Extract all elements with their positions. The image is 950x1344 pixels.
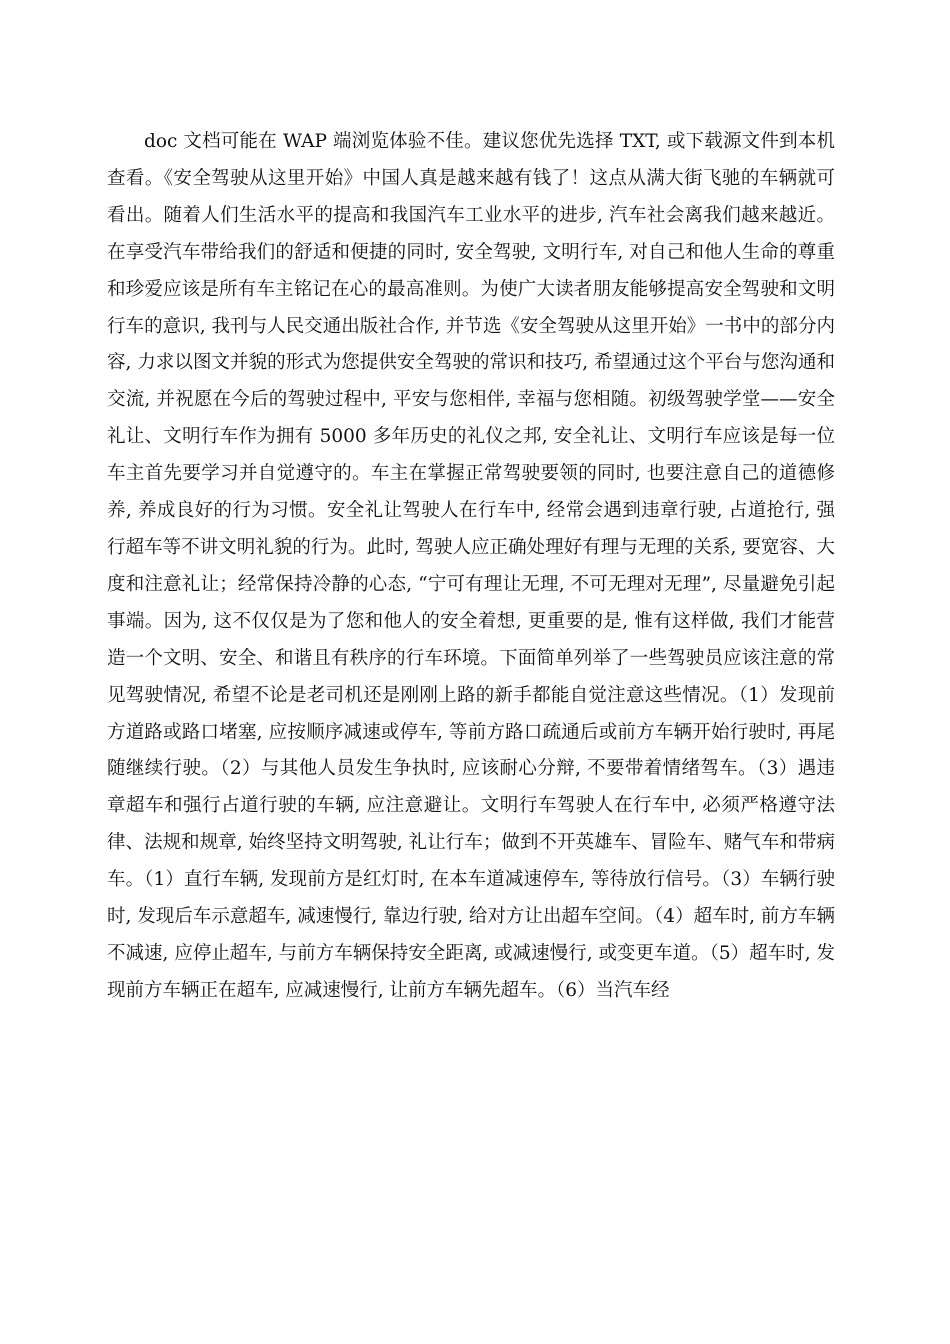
document-body-paragraph: doc 文档可能在 WAP 端浏览体验不佳。建议您优先选择 TXT, 或下载源文件到本机查看。《安全驾驶从这里开始》中国人真是越来越有钱了！这点从满大街飞驰的车辆就可看出。随着人们生活水平的提高和我国汽车工业水平的进步, 汽车社会离我们越来越近。在享受汽车带给我们的舒适和便捷的同时, 安全驾驶, 文明行车, 对自己和他人生命的尊重和珍爱应该是所有车主铭记在心的最高准则。为使广大读者朋友能够提高安全驾驶和文明行车的意识, 我刊与人民交通出版社合作, 并节选《安全驾驶从这里开始》一书中的部分内容, 力求以图文并貌的形式为您提供安全驾驶的常识和技巧, 希望通过这个平台与您沟通和交流, 并祝愿在今后的驾驶过程中, 平安与您相伴, 幸福与您相随。初级驾驶学堂——安全礼让、文明行车作为拥有 5000 多年历史的礼仪之邦, 安全礼让、文明行车应该是每一位车主首先要学习并自觉遵守的。车主在掌握正常驾驶要领的同时, 也要注意自己的道德修养, 养成良好的行为习惯。安全礼让驾驶人在行车中, 经常会遇到违章行驶, 占道抢行, 强行超车等不讲文明礼貌的行为。此时, 驾驶人应正确处理好有理与无理的关系, 要宽容、大度和注意礼让；经常保持冷静的心态, “宁可有理让无理, 不可无理对无理”, 尽量避免引起事端。因为, 这不仅仅是为了您和他人的安全着想, 更重要的是, 惟有这样做, 我们才能营造一个文明、安全、和谐且有秩序的行车环境。下面简单列举了一些驾驶员应该注意的常见驾驶情况, 希望不论是老司机还是刚刚上路的新手都能自觉注意这些情况。（1）发现前方道路或路口堵塞, 应按顺序减速或停车, 等前方路口疏通后或前方车辆开始行驶时, 再尾随继续行驶。（2）与其他人员发生争执时, 应该耐心分辩, 不要带着情绪驾车。（3）遇违章超车和强行占道行驶的车辆, 应注意避让。文明行车驾驶人在行车中, 必须严格遵守法律、法规和规章, 始终坚持文明驾驶, 礼让行车；做到不开英雄车、冒险车、赌气车和带病车。（1）直行车辆, 发现前方是红灯时, 在本车道减速停车, 等待放行信号。（3）车辆行驶时, 发现后车示意超车, 减速慢行, 靠边行驶, 给对方让出超车空间。（4）超车时, 前方车辆不减速, 应停止超车, 与前方车辆保持安全距离, 或减速慢行, 或变更车道。（5）超车时, 发现前方车辆正在超车, 应减速慢行, 让前方车辆先超车。（6）当汽车经 (107, 131, 835, 1001)
